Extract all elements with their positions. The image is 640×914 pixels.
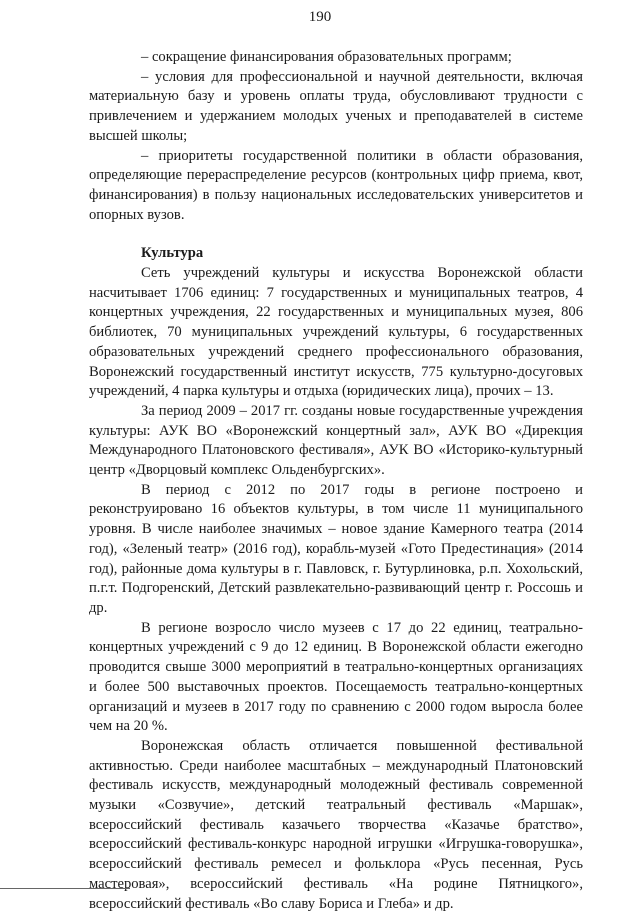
- intro-list-item: – сокращение финансирования образовательных программ;: [141, 49, 512, 65]
- section-paragraph: В регионе возросло число музеев с 17 до 22 единиц, театрально-концертных учреждений с 9 до 12 единиц. В Воронежской области ежегодно проводится свыше 3000 мероприятий в театрально-концертных организациях и более 500 выставочных проектов. Посещаемость театрально-концертных организаций и музеев в 2017 году по сравнению с 2000 годом выросла более чем на 20 %.: [89, 619, 583, 735]
- page-number: 190: [308, 9, 332, 25]
- section-paragraph: Воронежская область отличается повышенной фестивальной активностью. Среди наиболее масштабных – международный Платоновский фестиваль искусств, международный молодежный фестиваль современной музыки «Созвучие», детский театральный фестиваль «Маршак», всероссийский фестиваль казачьего творчества «Казачье братство», всероссийский фестиваль-конкурс народной игрушки «Игрушка-говорушка», всероссийский фестиваль ремесел и фольклора «Русь песенная, Русь мастеровая», всероссийский фестиваль «На родине Пятницкого», всероссийский фестиваль «Во славу Бориса и Глеба» и др.: [89, 737, 583, 912]
- intro-list-item: – приоритеты государственной политики в области образования, определяющие перераспределение ресурсов (контрольных цифр приема, квот, финансирования) в пользу национальных исследовательских университетов и опорных вузов.: [89, 147, 583, 223]
- section-paragraph: В период с 2012 по 2017 годы в регионе построено и реконструировано 16 объектов культуры, в том числе 11 муниципального уровня. В числе наиболее значимых – новое здание Камерного театра (2014 год), «Зеленый театр» (2016 год), корабль-музей «Гото Предестинация» (2014 год), районные дома культуры в г. Павловск, г. Бутурлиновка, р.п. Хохольский, п.г.т. Подгоренский, Детский развлекательно-развивающий центр г. Россошь и др.: [89, 481, 583, 616]
- section-spacer: [89, 225, 583, 244]
- footnote-rule: [0, 888, 130, 889]
- page-body: [89, 48, 583, 914]
- intro-list-item: – условия для профессиональной и научной деятельности, включая материальную базу и уровень оплаты труда, обусловливают трудности с привлечением и удержанием молодых ученых и преподавателей в системе высшей школы;: [89, 68, 583, 144]
- section-paragraph: Сеть учреждений культуры и искусства Воронежской области насчитывает 1706 единиц: 7 государственных и муниципальных театров, 4 концертных учреждения, 22 государственных и муниципальных музея, 806 библиотек, 70 муниципальных учреждений культуры, 6 государственных образовательных учреждений среднего профессионального образования, Воронежский государственный институт искусств, 775 культурно-досуговых учреждений, 4 парка культуры и отдыха (юридических лица), прочих – 13.: [89, 265, 583, 400]
- section-heading: Культура: [141, 245, 204, 262]
- section-paragraph: За период 2009 – 2017 гг. созданы новые государственные учреждения культуры: АУК ВО «Воронежский концертный зал», АУК ВО «Дирекция Международного Платоновского фестиваля», АУК ВО «Историко-культурный центр «Дворцовый комплекс Ольденбургских».: [89, 402, 583, 479]
